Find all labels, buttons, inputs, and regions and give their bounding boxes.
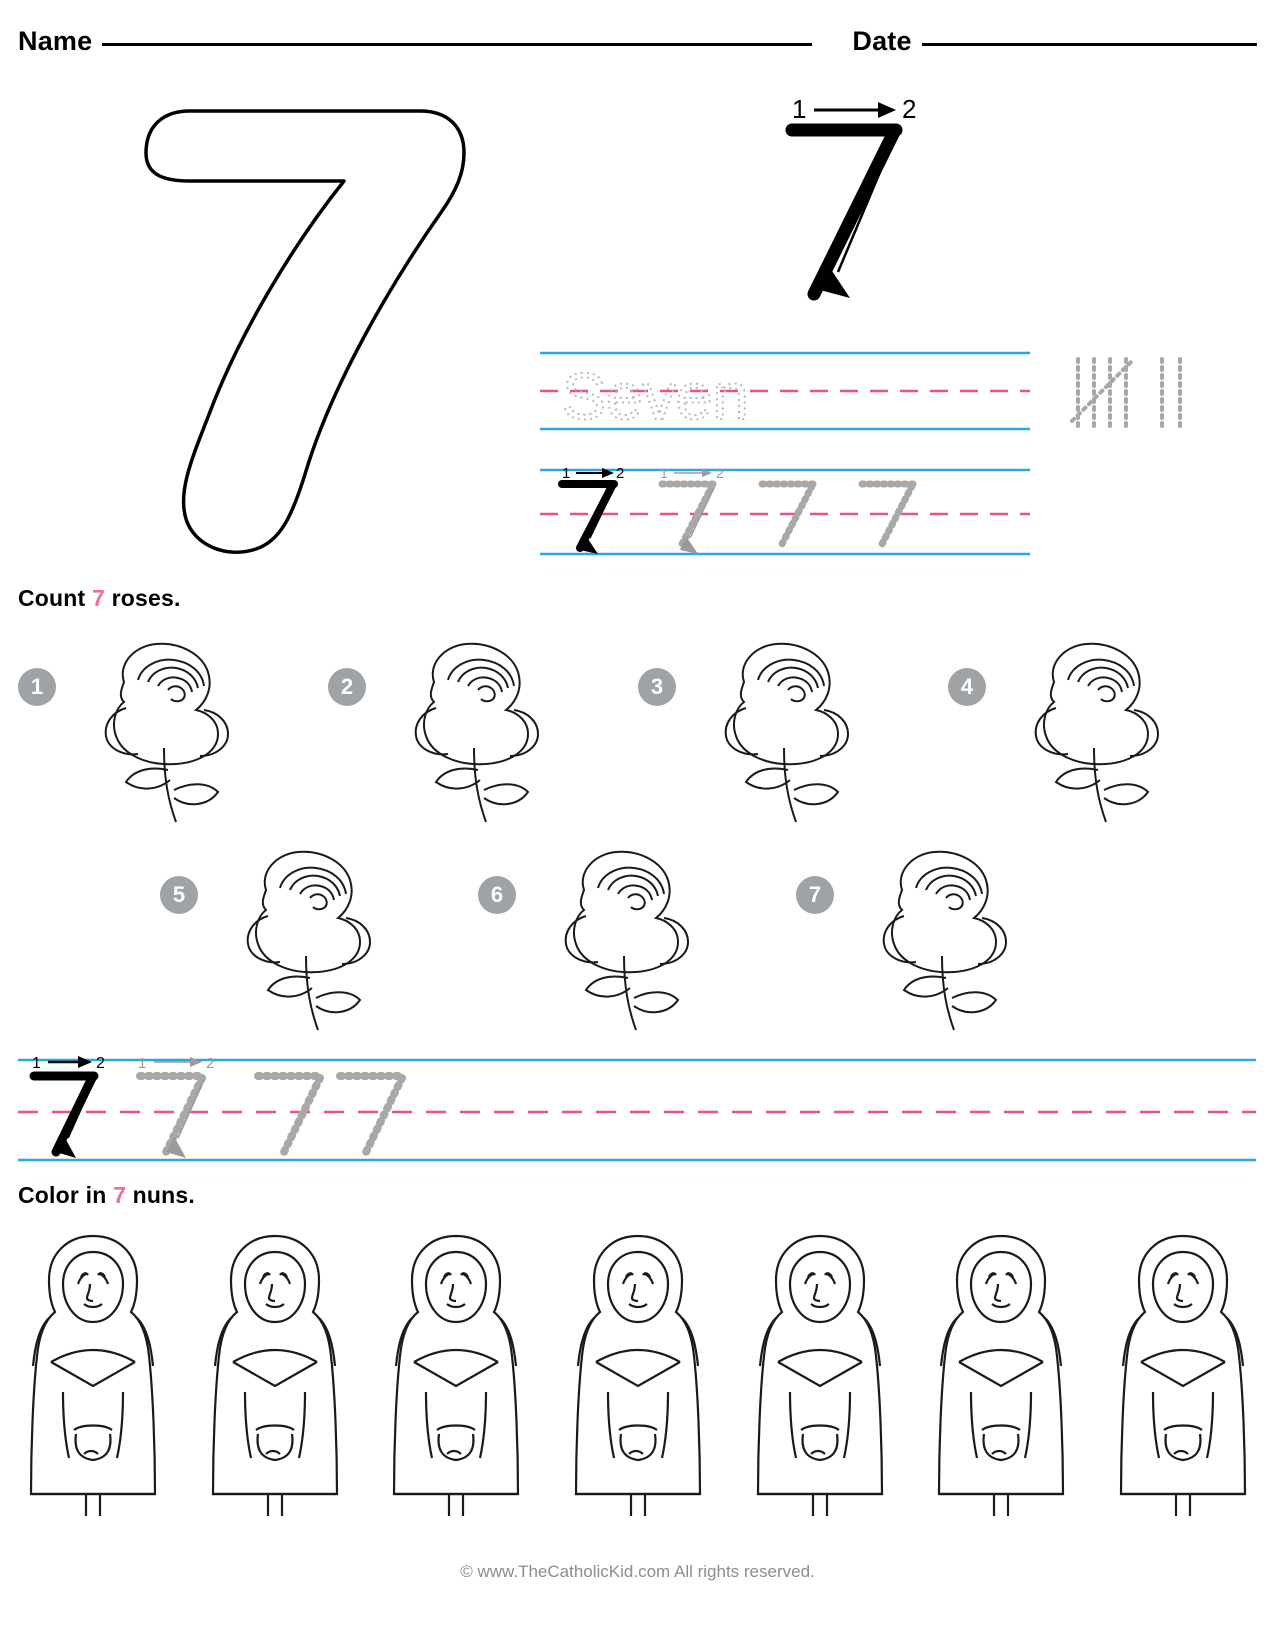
count-caption-after: roses. — [105, 585, 181, 611]
svg-text:2: 2 — [716, 465, 724, 481]
count-badge: 6 — [478, 876, 516, 914]
count-section-caption — [18, 585, 181, 612]
nun-icon[interactable] — [1108, 1222, 1258, 1527]
color-caption-after: nuns. — [126, 1182, 195, 1208]
rose-item[interactable] — [18, 630, 328, 830]
count-badge: 5 — [160, 876, 198, 914]
date-input-line[interactable] — [922, 42, 1257, 46]
rose-icon — [206, 838, 406, 1038]
word-tracing-block[interactable] — [540, 345, 1040, 440]
tally-marks — [1070, 355, 1200, 435]
rose-row-top — [18, 630, 1258, 830]
count-badge: 1 — [18, 668, 56, 706]
footer-copyright: © www.TheCatholicKid.com All rights reserved. — [460, 1562, 815, 1581]
rose-icon — [64, 630, 264, 830]
numeral-tracing-row-small[interactable] — [540, 462, 1040, 562]
rose-row-bottom — [160, 838, 1260, 1038]
rose-icon — [374, 630, 574, 830]
svg-text:1: 1 — [32, 1055, 41, 1072]
worksheet-header — [18, 26, 1257, 76]
rose-item[interactable] — [796, 838, 1114, 1038]
svg-text:2: 2 — [616, 465, 625, 482]
date-label: Date — [852, 26, 912, 56]
rose-item[interactable] — [638, 630, 948, 830]
count-caption-before: Count — [18, 585, 93, 611]
svg-text:1: 1 — [660, 465, 668, 481]
count-badge: 7 — [796, 876, 834, 914]
nun-coloring-row — [18, 1222, 1258, 1527]
rose-item[interactable] — [160, 838, 478, 1038]
stroke-order-demo — [770, 90, 990, 330]
rose-icon — [684, 630, 884, 830]
stroke-2-label: 2 — [902, 94, 917, 124]
nun-icon[interactable] — [200, 1222, 350, 1527]
count-badge: 4 — [948, 668, 986, 706]
nun-icon[interactable] — [563, 1222, 713, 1527]
nun-icon[interactable] — [745, 1222, 895, 1527]
count-badge: 3 — [638, 668, 676, 706]
color-caption-before: Color in — [18, 1182, 114, 1208]
rose-item[interactable] — [478, 838, 796, 1038]
svg-text:2: 2 — [206, 1055, 215, 1072]
rose-icon — [842, 838, 1042, 1038]
nun-icon[interactable] — [381, 1222, 531, 1527]
rose-item[interactable] — [328, 630, 638, 830]
svg-text:2: 2 — [96, 1055, 105, 1072]
nun-icon[interactable] — [18, 1222, 168, 1527]
rose-icon — [524, 838, 724, 1038]
rose-item[interactable] — [948, 630, 1258, 830]
svg-text:1: 1 — [562, 465, 571, 482]
word-trace-text: Seven — [562, 359, 750, 433]
color-caption-number: 7 — [113, 1182, 127, 1208]
count-badge: 2 — [328, 668, 366, 706]
nun-icon[interactable] — [926, 1222, 1076, 1527]
color-section-caption — [18, 1182, 195, 1209]
numeral-tracing-row-wide[interactable] — [18, 1050, 1258, 1170]
large-outline-numeral-7 — [120, 95, 480, 565]
name-label: Name — [18, 26, 93, 56]
name-input-line[interactable] — [102, 42, 812, 46]
count-caption-number: 7 — [92, 585, 106, 611]
rose-icon — [994, 630, 1194, 830]
svg-text:1: 1 — [138, 1055, 147, 1072]
stroke-1-label: 1 — [792, 94, 807, 124]
